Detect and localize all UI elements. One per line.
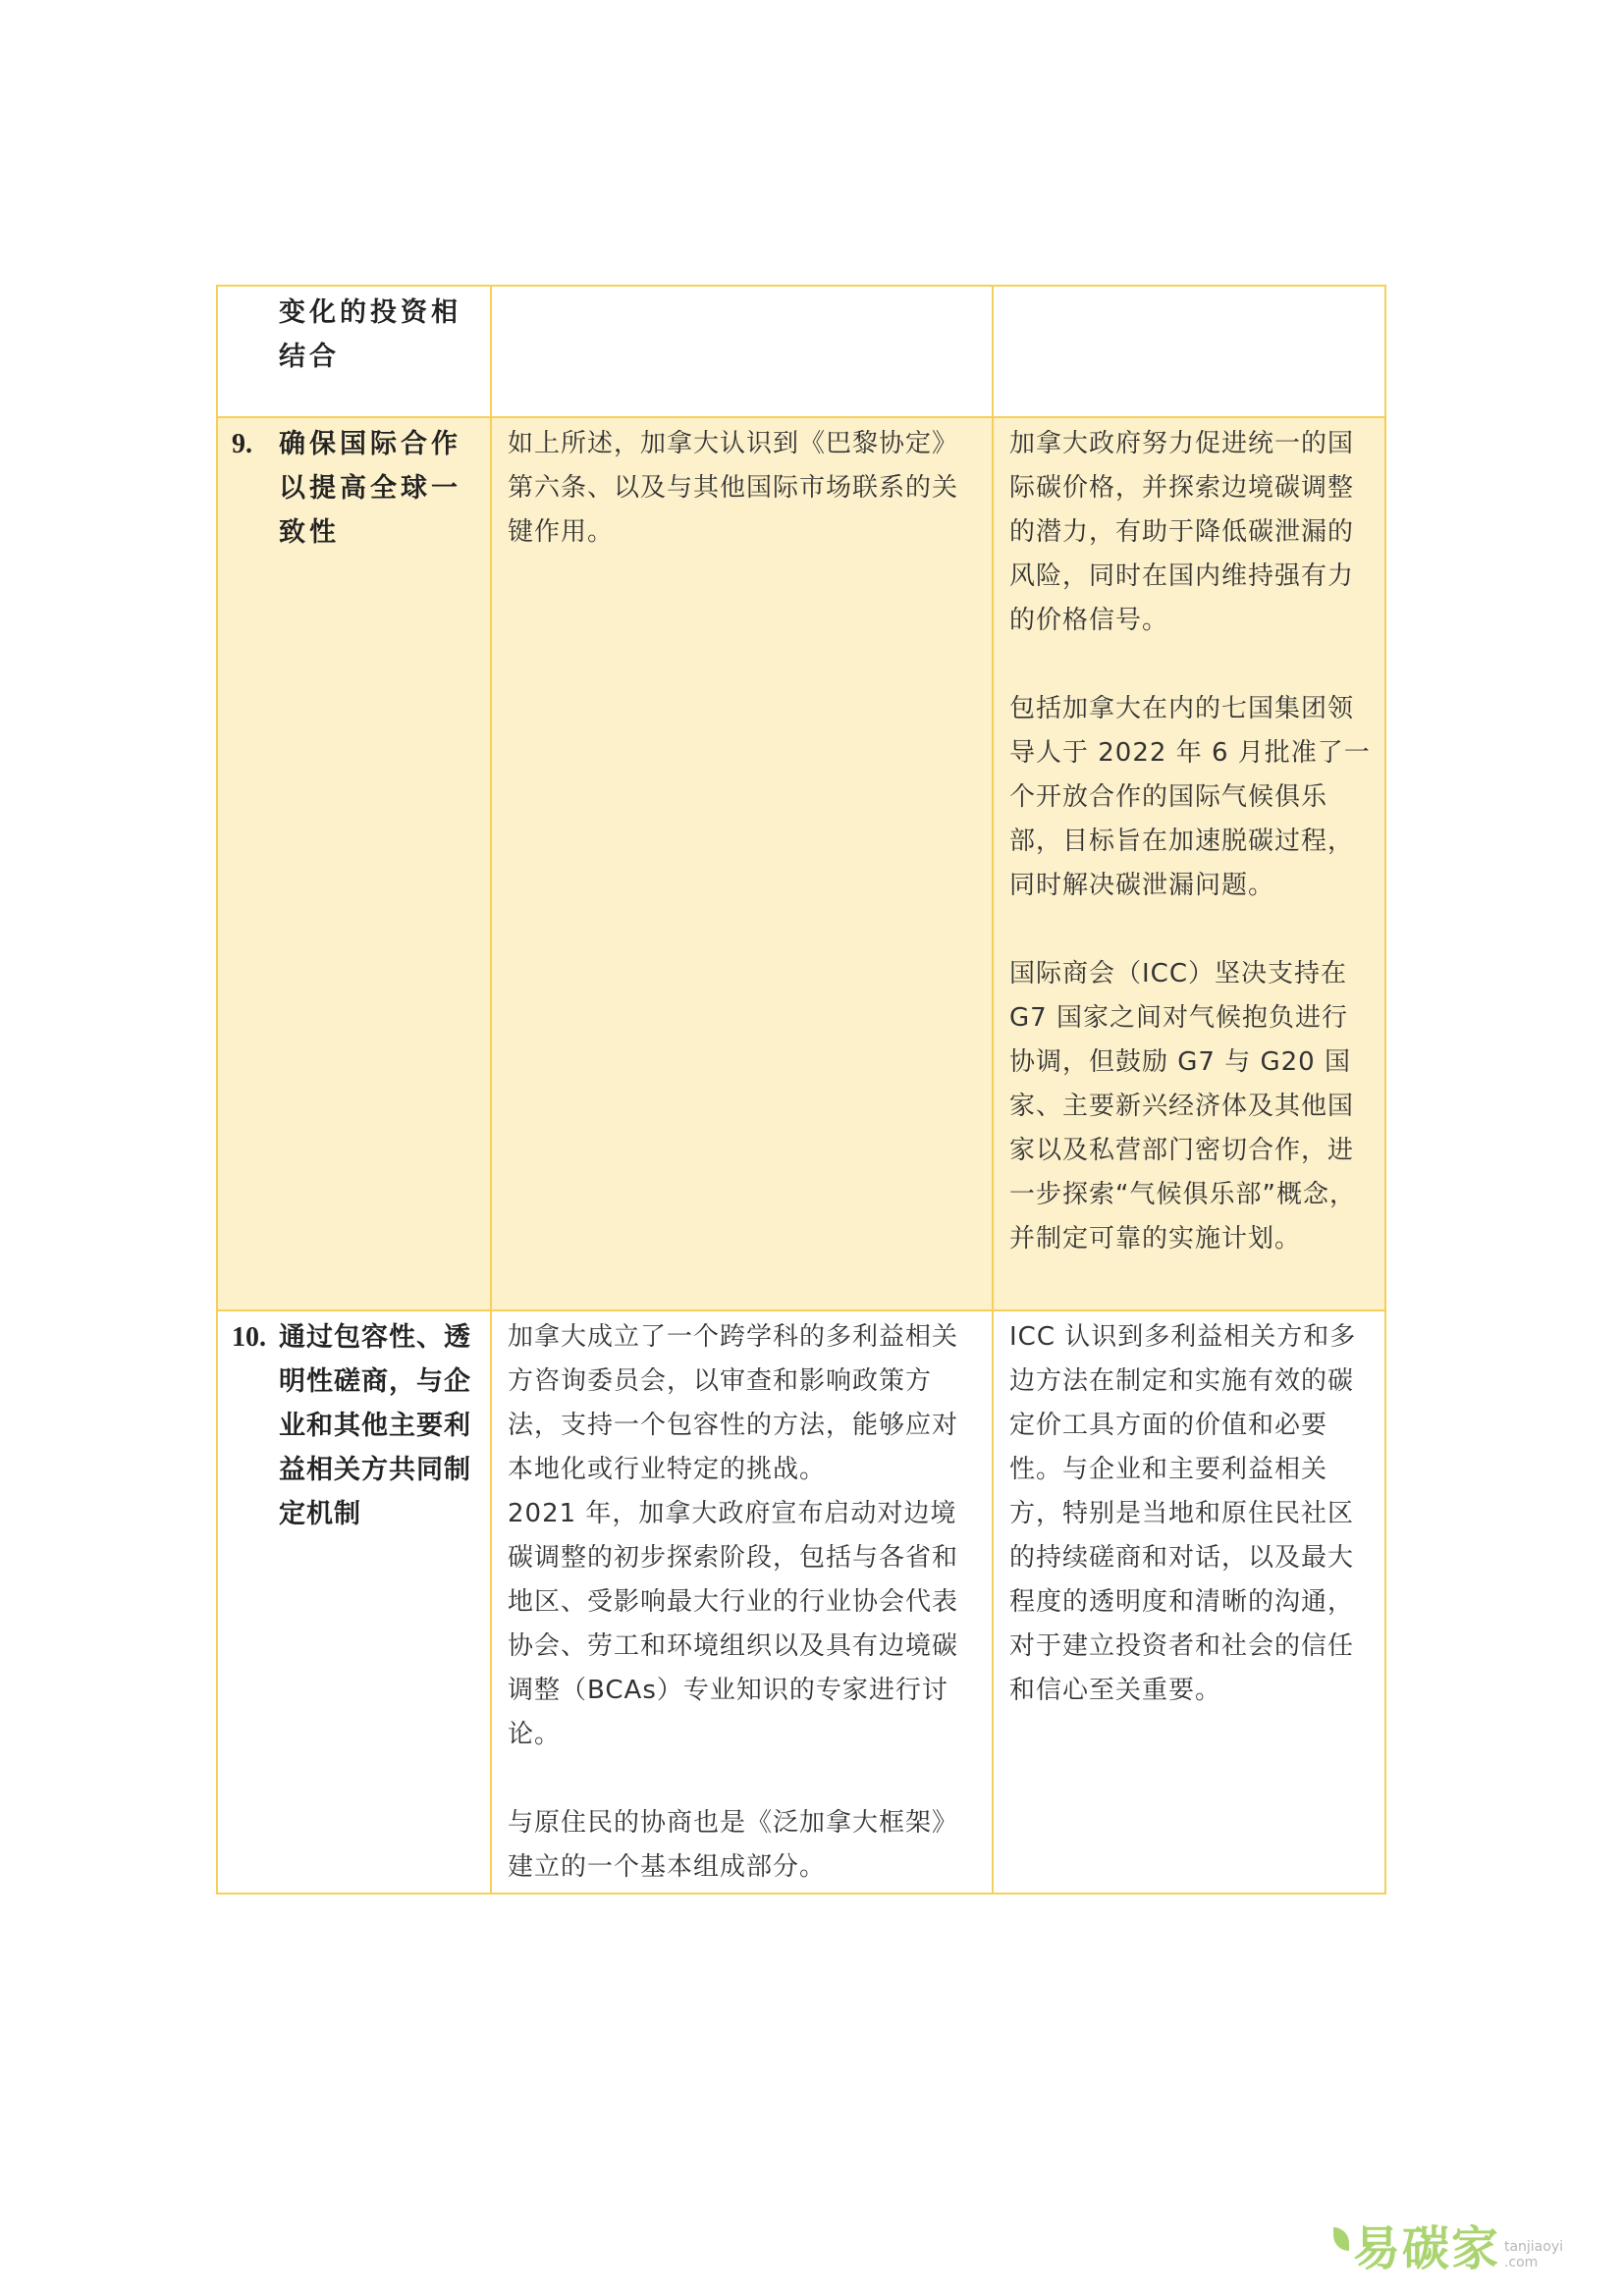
- icc-view-cell: [993, 1310, 1385, 1894]
- watermark-domain-name: tanjiaoyi: [1503, 2239, 1563, 2255]
- paragraph: 与原住民的协商也是《泛加拿大框架》建立的一个基本组成部分。: [508, 1808, 959, 1882]
- row-title-cell: [217, 1310, 491, 1894]
- paragraph: 加拿大成立了一个跨学科的多利益相关方咨询委员会，以审查和影响政策方法，支持一个包容性的方法，能够应对本地化或行业特定的挑战。: [508, 1322, 959, 1484]
- canada-measure-cell: [491, 286, 993, 417]
- row-title-cell: [217, 286, 491, 417]
- row-title: 通过包容性、透明性磋商，与企业和其他主要利益相关方共同制定机制: [279, 1322, 471, 1529]
- policy-comparison-table: [216, 285, 1386, 1895]
- paragraph: 加拿大政府努力促进统一的国际碳价格，并探索边境碳调整的潜力，有助于降低碳泄漏的风险，同时在国内维持强有力的价格信号。: [1009, 429, 1355, 635]
- watermark-domain: [1504, 2239, 1563, 2270]
- row-title: 变化的投资相结合: [279, 297, 461, 372]
- row-number: 9.: [232, 429, 252, 459]
- row-title: 确保国际合作以提高全球一致性: [279, 429, 461, 548]
- icc-view-cell: [993, 417, 1385, 1310]
- row-title-cell: [217, 417, 491, 1310]
- canada-measure-cell: [491, 1310, 993, 1894]
- paragraph: 国际商会（ICC）坚决支持在 G7 国家之间对气候抱负进行协调，但鼓励 G7 与 G20 国家、主要新兴经济体及其他国家以及私营部门密切合作，进一步探索“气候俱乐部”概念，并制定可靠的实施计划。: [1009, 959, 1356, 1254]
- icc-view-cell: [993, 286, 1385, 417]
- canada-measure-cell: [491, 417, 993, 1310]
- table-row-highlighted: [217, 417, 1385, 1310]
- table-row: [217, 286, 1385, 417]
- paragraph: 2021 年，加拿大政府宣布启动对边境碳调整的初步探索阶段，包括与各省和地区、受影响最大行业的行业协会代表协会、劳工和环境组织以及具有边境碳调整（BCAs）专业知识的专家进行讨论。: [508, 1499, 959, 1749]
- site-watermark: [1333, 2211, 1563, 2278]
- table-row: [217, 1310, 1385, 1894]
- paragraph: ICC 认识到多利益相关方和多边方法在制定和实施有效的碳定价工具方面的价值和必要性。与企业和主要利益相关方，特别是当地和原住民社区的持续磋商和对话，以及最大程度的透明度和清晰的沟通，对于建立投资者和社会的信任和信心至关重要。: [1009, 1322, 1357, 1705]
- row-number: 10.: [232, 1322, 266, 1353]
- watermark-domain-suffix: .com: [1503, 2255, 1539, 2270]
- paragraph: 如上所述，加拿大认识到《巴黎协定》第六条、以及与其他国际市场联系的关键作用。: [508, 429, 959, 547]
- paragraph: 包括加拿大在内的七国集团领导人于 2022 年 6 月批准了一个开放合作的国际气候俱乐部，目标旨在加速脱碳过程，同时解决碳泄漏问题。: [1009, 694, 1371, 900]
- leaf-icon: [1333, 2227, 1349, 2251]
- watermark-logo-text: 易碳家: [1352, 2221, 1500, 2276]
